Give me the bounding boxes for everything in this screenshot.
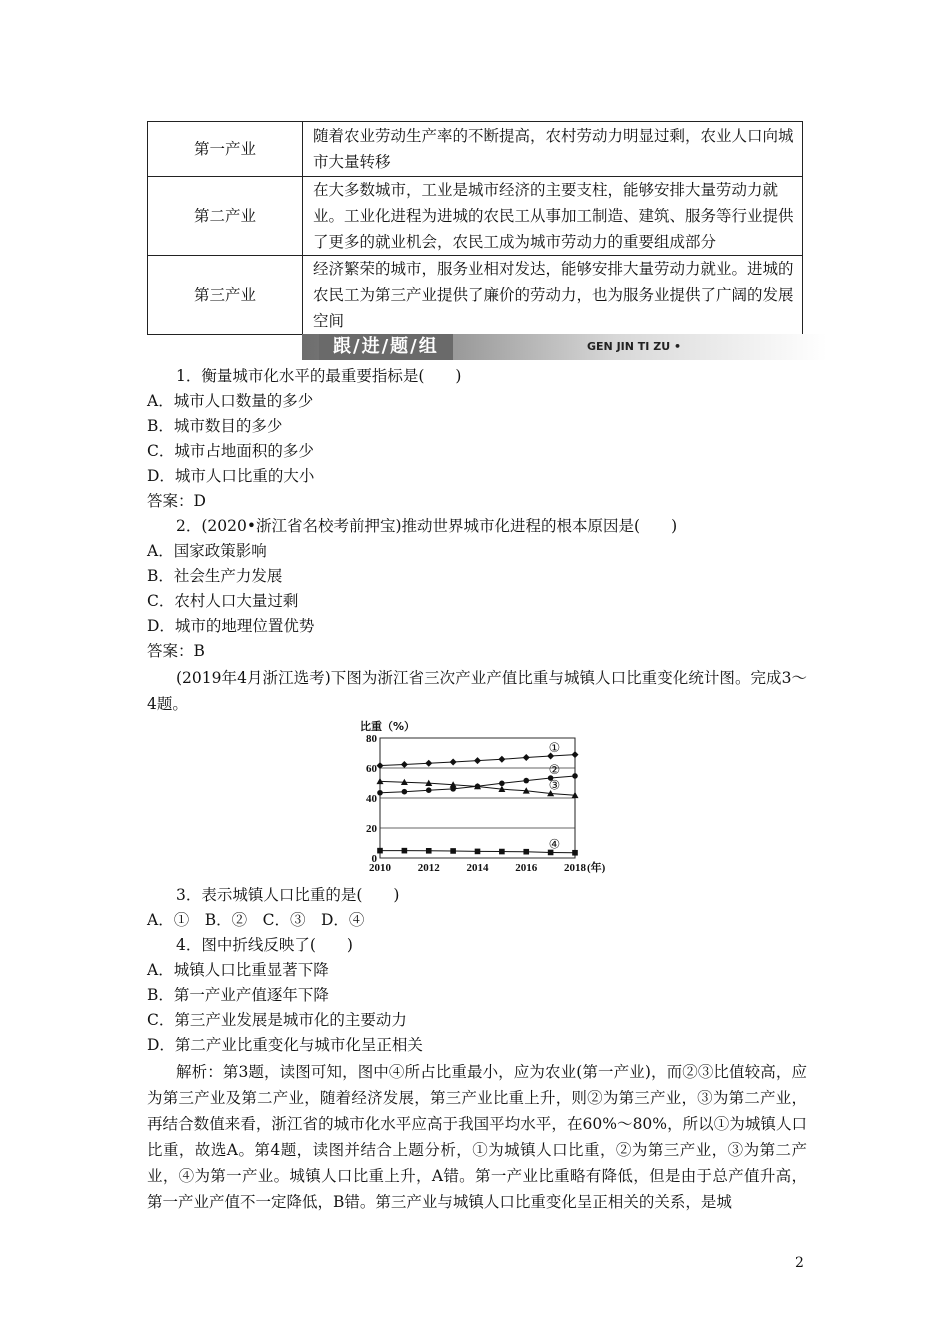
banner-subtitle: GEN JIN TI ZU • — [587, 340, 681, 353]
data-point — [572, 773, 578, 779]
y-tick-label: 60 — [366, 763, 377, 775]
data-point — [523, 754, 530, 761]
data-point — [499, 849, 505, 855]
table-row — [148, 122, 803, 177]
line-chart — [360, 716, 630, 884]
x-axis-label: (年) — [587, 862, 606, 874]
data-point — [523, 849, 529, 855]
series-label-1: ① — [548, 741, 561, 756]
y-tick-label: 40 — [366, 793, 377, 805]
data-point — [426, 787, 432, 793]
q1-option-c: C．城市占地面积的多少 — [147, 442, 314, 460]
x-tick-label: 2012 — [417, 862, 440, 874]
y-tick-label: 0 — [371, 853, 377, 865]
data-point — [572, 751, 579, 758]
data-point — [401, 761, 408, 768]
data-point — [425, 760, 432, 767]
q2-option-c: C．农村人口大量过剩 — [147, 592, 299, 610]
data-point — [499, 781, 505, 787]
analysis-paragraph: 解析：第3题，读图可知，图中④所占比重最小，应为农业(第一产业)，而②③比值较高，应为第三产业及第二产业，随着经济发展，第三产业比重上升，则②为第三产业，③为第二产业，再结合数值来看，浙江省的城市化水平应高于我国平均水平，在60%～80%，所以①为城镇人口比重，故选A。第4题，读图并结合上题分析，①为城镇人口比重，②为第三产业，③为第二产业，④为第一产业。城镇人口比重上升，A错。第一产业比重略有降低，但是由于总产值升高，第一产业产值不一定降低，B错。第三产业与城镇人口比重变化呈正相关的关系，是城 — [147, 1063, 807, 1211]
row-content: 随着农业劳动生产率的不断提高，农村劳动力明显过剩，农业人口向城市大量转移 — [303, 122, 803, 177]
series-label-2: ② — [548, 763, 561, 779]
q3-options: A．① B．② C．③ D．④ — [147, 911, 365, 929]
data-point — [498, 756, 505, 763]
data-point — [402, 848, 408, 854]
section-banner — [147, 334, 803, 360]
q2-option-a: A．国家政策影响 — [147, 542, 267, 560]
data-point — [450, 848, 456, 854]
q4-option-b: B．第一产业产值逐年下降 — [147, 986, 329, 1004]
data-point — [475, 849, 481, 855]
row-header: 第一产业 — [148, 122, 303, 177]
q3-stem: 3．表示城镇人口比重的是( ) — [176, 886, 400, 904]
intro-paragraph: (2019年4月浙江选考)下图为浙江省三次产业产值比重与城镇人口比重变化统计图。完成3～4题。 — [147, 669, 807, 713]
series-label-3: ③ — [548, 778, 561, 794]
q4-option-c: C．第三产业发展是城市化的主要动力 — [147, 1011, 407, 1029]
q1-option-b: B．城市数目的多少 — [147, 417, 283, 435]
data-point — [474, 757, 481, 764]
industry-table — [147, 121, 803, 335]
row-header: 第二产业 — [148, 177, 303, 256]
q2-option-b: B．社会生产力发展 — [147, 567, 283, 585]
data-point — [450, 759, 457, 766]
x-tick-label: 2010 — [369, 862, 391, 874]
x-tick-label: 2016 — [515, 862, 538, 874]
y-tick-label: 80 — [366, 733, 377, 745]
data-point — [377, 790, 383, 796]
q1-answer: 答案：D — [147, 492, 206, 510]
data-point — [377, 848, 383, 854]
banner-title: 跟/进/题/组 — [319, 334, 453, 360]
q2-option-d: D．城市的地理位置优势 — [147, 617, 315, 635]
series-label-4: ④ — [548, 837, 561, 853]
data-point — [523, 778, 529, 784]
y-axis-label: 比重（%） — [360, 720, 416, 733]
q1-option-a: A．城市人口数量的多少 — [147, 392, 314, 410]
data-point — [402, 789, 408, 795]
row-content: 经济繁荣的城市，服务业相对发达，能够安排大量劳动力就业。进城的农民工为第三产业提供了廉价的劳动力，也为服务业提供了广阔的发展空间 — [303, 256, 803, 335]
q4-option-a: A．城镇人口比重显著下降 — [147, 961, 329, 979]
y-tick-label: 20 — [366, 823, 377, 835]
q2-stem: 2．(2020•浙江省名校考前押宝)推动世界城市化进程的根本原因是( ) — [176, 517, 678, 535]
data-point — [426, 848, 432, 854]
data-point — [572, 850, 578, 856]
page-number: 2 — [795, 1255, 804, 1271]
table-row — [148, 177, 803, 256]
q2-answer: 答案：B — [147, 642, 205, 660]
q1-stem: 1．衡量城市化水平的最重要指标是( ) — [176, 367, 462, 385]
row-content: 在大多数城市，工业是城市经济的主要支柱，能够安排大量劳动力就业。工业化进程为进城的农民工从事加工制造、建筑、服务等行业提供了更多的就业机会，农民工成为城市劳动力的重要组成部分 — [303, 177, 803, 256]
x-tick-label: 2014 — [466, 862, 489, 874]
q1-option-d: D．城市人口比重的大小 — [147, 467, 315, 485]
table-row — [148, 256, 803, 335]
row-header: 第三产业 — [148, 256, 303, 335]
q4-stem: 4．图中折线反映了( ) — [176, 936, 353, 954]
x-tick-label: 2018 — [564, 862, 586, 874]
q4-option-d: D．第二产业比重变化与城市化呈正相关 — [147, 1036, 423, 1054]
